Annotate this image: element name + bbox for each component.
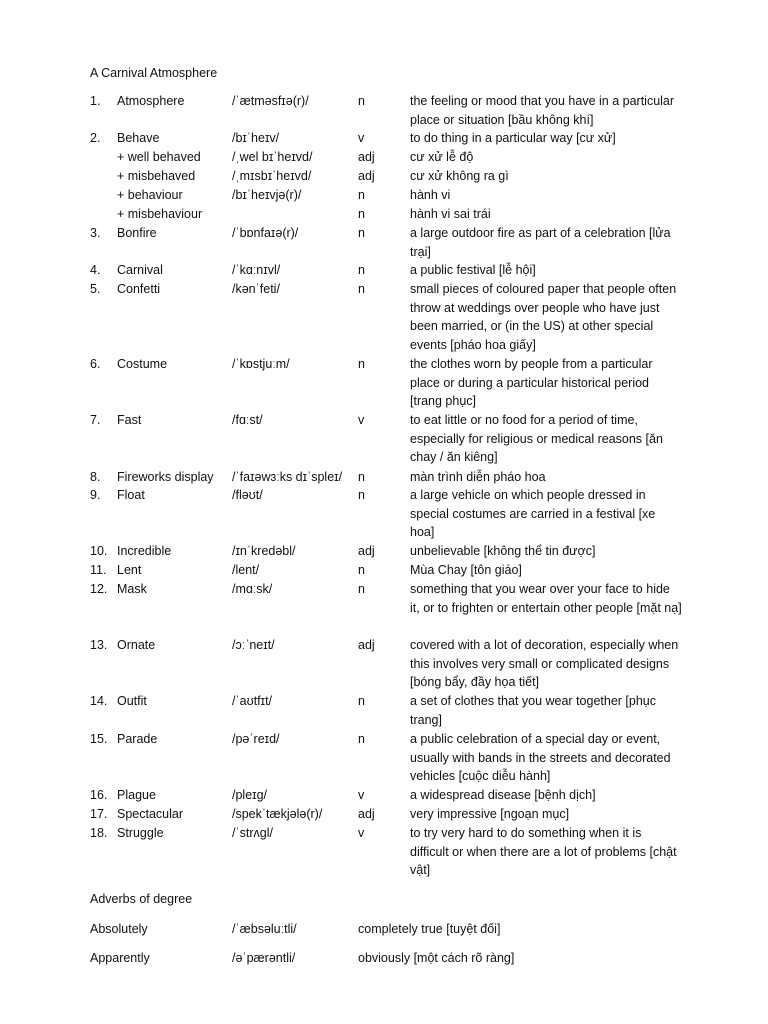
entry-definition: a large vehicle on which people dressed in special costumes are carried in a festival [xe hoa] [410,488,656,540]
entry-number: 14. [90,694,108,708]
entry-part-of-speech: adj [358,807,375,821]
entry-number: 15. [90,732,108,746]
page-title: A Carnival Atmosphere [90,66,218,80]
entry-definition: small pieces of coloured paper that people often throw at weddings over people who have just been married, or (in the US) at other special events [pháo hoa giấy] [410,282,677,353]
entry-part-of-speech: n [358,188,365,202]
entry-part-of-speech: adj [358,638,375,652]
entry-word: Mask [117,582,147,596]
entry-part-of-speech: v [358,826,365,840]
entry-part-of-speech: n [358,582,365,596]
entry-part-of-speech: n [358,563,365,577]
adverb-word: Absolutely [90,922,148,936]
entry-word: Bonfire [117,226,157,240]
entry-part-of-speech: n [358,357,365,371]
entry-number: 12. [90,582,108,596]
entry-definition: a set of clothes that you wear together [phục trang] [410,694,656,727]
entry-pronunciation: /mɑːsk/ [232,582,273,596]
entry-pronunciation: /fləʊt/ [232,488,263,502]
section-title-adverbs: Adverbs of degree [90,892,193,906]
entry-part-of-speech: n [358,263,365,277]
entry-number: 16. [90,788,108,802]
entry-part-of-speech: n [358,732,365,746]
entry-pronunciation: /ˈfaɪəwɜːks dɪˈspleɪ/ [232,470,343,484]
entry-definition: unbelievable [không thể tin được] [410,544,596,558]
adverb-pronunciation: /ˈæbsəluːtli/ [232,922,297,936]
entry-pronunciation: /spekˈtækjələ(r)/ [232,807,323,821]
adverb-word: Apparently [90,951,150,965]
entry-pronunciation: /bɪˈheɪvjə(r)/ [232,188,302,202]
entry-number: 3. [90,226,101,240]
entry-definition: to do thing in a particular way [cư xử] [410,131,616,145]
entry-definition: to try very hard to do something when it is difficult or when there are a lot of problems [chật vật] [410,826,677,878]
entry-pronunciation: /ˌmɪsbɪˈheɪvd/ [232,169,312,183]
entry-number: 13. [90,638,108,652]
entry-definition: a public festival [lễ hội] [410,263,536,277]
entry-word: + well behaved [117,150,201,164]
entry-pronunciation: /fɑːst/ [232,413,263,427]
entry-part-of-speech: adj [358,150,375,164]
entry-number: 6. [90,357,101,371]
entry-definition: to eat little or no food for a period of time, especially for religious or medical reasons [ăn chay / ăn kiêng] [410,413,663,465]
entry-word: Lent [117,563,142,577]
entry-word: + misbehaved [117,169,196,183]
entry-pronunciation: /pleɪg/ [232,788,268,802]
entry-number: 1. [90,94,101,108]
entry-word: Fast [117,413,142,427]
entry-part-of-speech: n [358,694,365,708]
entry-definition: hành vi sai trái [410,207,491,221]
entry-pronunciation: /ˈbɒnfaɪə(r)/ [232,226,299,240]
adverb-pronunciation: /əˈpærəntli/ [232,951,296,965]
entry-pronunciation: /ˈstrʌgl/ [232,826,273,840]
entry-word: Float [117,488,145,502]
entry-definition: cư xử lễ độ [410,150,474,164]
entry-word: Behave [117,131,160,145]
entry-part-of-speech: n [358,488,365,502]
entry-number: 8. [90,470,101,484]
entry-word: Spectacular [117,807,184,821]
entry-part-of-speech: adj [358,169,375,183]
entry-definition: something that you wear over your face to hide it, or to frighten or entertain other people [mặt nạ] [410,582,682,615]
entry-definition: very impressive [ngoạn mục] [410,807,570,821]
entry-word: Carnival [117,263,163,277]
entry-definition: a widespread disease [bệnh dịch] [410,788,596,802]
entry-definition: a large outdoor fire as part of a celebration [lửa trại] [410,226,671,259]
entry-word: Incredible [117,544,172,558]
entry-word: + misbehaviour [117,207,203,221]
entry-definition: the clothes worn by people from a particular place or during a particular historical period [trang phục] [410,357,653,409]
entry-part-of-speech: v [358,788,365,802]
entry-word: Plague [117,788,156,802]
entry-pronunciation: /lent/ [232,563,260,577]
entry-part-of-speech: n [358,226,365,240]
entry-part-of-speech: n [358,470,365,484]
entry-pronunciation: /pəˈreɪd/ [232,732,280,746]
adverb-definition: completely true [tuyệt đối] [358,922,501,936]
entry-part-of-speech: v [358,413,365,427]
entry-pronunciation: /ɪnˈkredəbl/ [232,544,296,558]
entry-number: 2. [90,131,101,145]
entry-number: 7. [90,413,101,427]
entry-part-of-speech: n [358,94,365,108]
entry-definition: màn trình diễn pháo hoa [410,470,546,484]
entry-definition: a public celebration of a special day or event, usually with bands in the streets and decorated vehicles [cuộc diễu hành] [410,732,671,784]
entry-number: 4. [90,263,101,277]
entry-word: Struggle [117,826,164,840]
adverb-definition: obviously [một cách rõ ràng] [358,951,515,965]
entry-definition: Mùa Chay [tôn giáo] [410,563,522,577]
entry-word: Atmosphere [117,94,185,108]
entry-number: 11. [90,563,107,577]
entry-word: Outfit [117,694,147,708]
entry-definition: hành vi [410,188,451,202]
entry-part-of-speech: n [358,207,365,221]
entry-part-of-speech: n [358,282,365,296]
entry-definition: the feeling or mood that you have in a particular place or situation [bầu không khí] [410,94,675,127]
entry-pronunciation: /ˌwel bɪˈheɪvd/ [232,150,313,164]
entry-word: Costume [117,357,168,371]
entry-definition: cư xử không ra gì [410,169,509,183]
entry-pronunciation: /ˈkɑːnɪvl/ [232,263,281,277]
entry-pronunciation: /kənˈfeti/ [232,282,280,296]
entry-number: 17. [90,807,108,821]
entry-part-of-speech: adj [358,544,375,558]
entry-word: Ornate [117,638,156,652]
entry-word: Confetti [117,282,161,296]
entry-part-of-speech: v [358,131,365,145]
entry-pronunciation: /ˈætməsfɪə(r)/ [232,94,309,108]
entry-pronunciation: /ˈkɒstjuːm/ [232,357,290,371]
entry-word: Parade [117,732,158,746]
entry-number: 9. [90,488,101,502]
entry-pronunciation: /ɔːˈneɪt/ [232,638,275,652]
entry-pronunciation: /ˈaʊtfɪt/ [232,694,273,708]
entry-word: Fireworks display [117,470,214,484]
entry-number: 5. [90,282,101,296]
entry-number: 10. [90,544,108,558]
entry-word: + behaviour [117,188,183,202]
entry-number: 18. [90,826,108,840]
entry-definition: covered with a lot of decoration, especially when this involves very small or complicated designs [bóng bẩy, đầy họa tiết] [410,638,679,690]
entry-pronunciation: /bɪˈheɪv/ [232,131,280,145]
